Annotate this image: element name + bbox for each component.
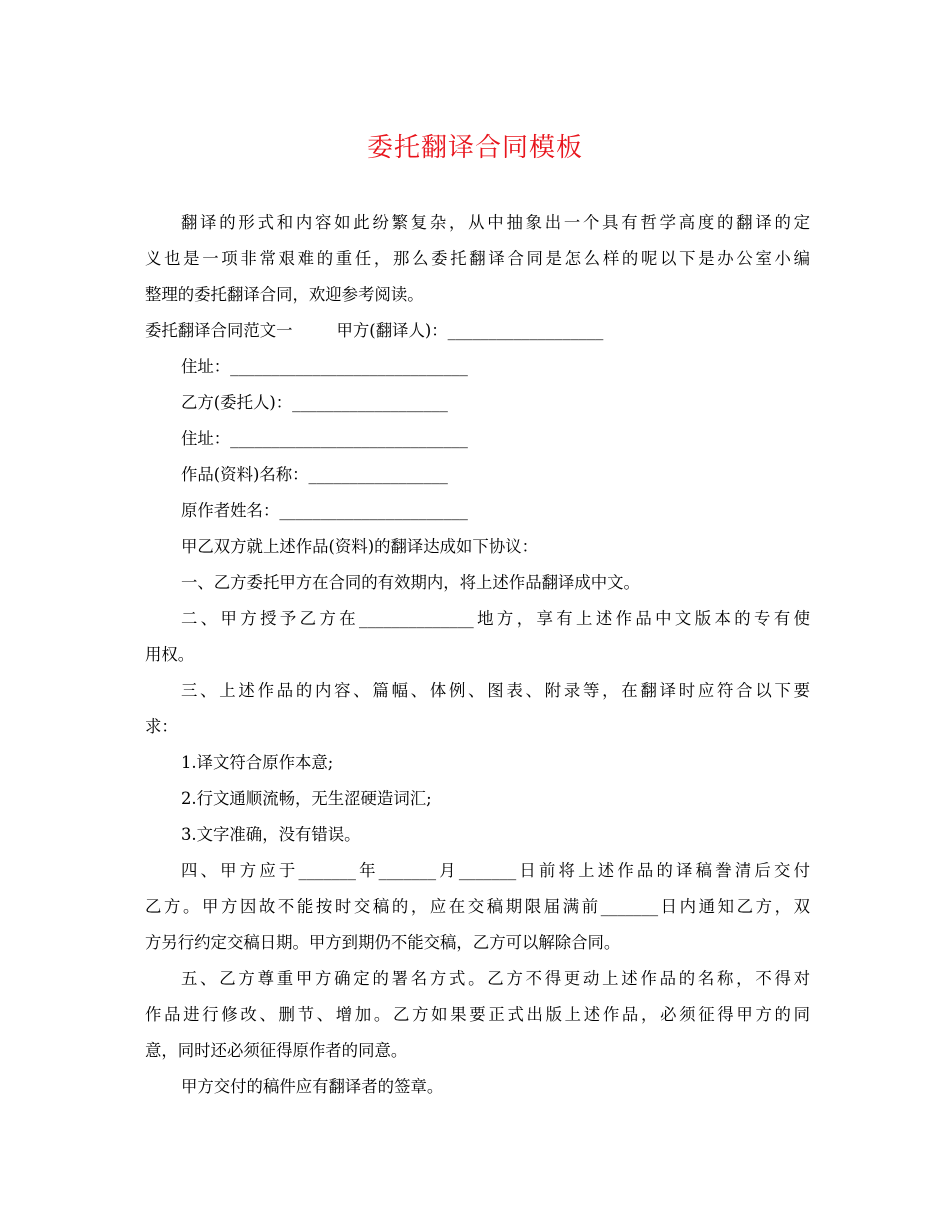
intro-line-2: 义也是一项非常艰难的重任，那么委托翻译合同是怎么样的呢以下是办公室小编 (145, 249, 810, 268)
clause-5-line-3: 意，同时还必须征得原作者的同意。 (145, 1041, 408, 1060)
clause-2-line-1: 二、甲方授予乙方在______________地方，享有上述作品中文版本的专有使 (181, 609, 810, 628)
agreement-intro: 甲乙双方就上述作品(资料)的翻译达成如下协议： (181, 537, 538, 556)
document-title: 委托翻译合同模板 (366, 133, 583, 163)
work-name-field: 作品(资料)名称：_________________ (181, 465, 448, 484)
clause-4-line-3: 方另行约定交稿日期。甲方到期仍不能交稿，乙方可以解除合同。 (145, 933, 621, 952)
clause-1: 一、乙方委托甲方在合同的有效期内，将上述作品翻译成中文。 (181, 573, 640, 592)
clause-4-line-2: 乙方。甲方因故不能按时交稿的，应在交稿期限届满前_______日内通知乙方，双 (145, 897, 810, 916)
party-a-field: 甲方(翻译人)：___________________ (336, 321, 604, 340)
intro-line-1: 翻译的形式和内容如此纷繁复杂，从中抽象出一个具有哲学高度的翻译的定 (181, 213, 810, 232)
clause-4-line-1: 四、甲方应于_______年_______月_______日前将上述作品的译稿誊清后交付 (181, 861, 810, 880)
clause-3-line-2: 求： (145, 717, 178, 736)
address-2-field: 住址：_____________________________ (181, 429, 468, 448)
document-body (145, 205, 810, 1105)
sample-heading-row (145, 313, 810, 349)
clause-2-line-2: 用权。 (145, 645, 195, 664)
party-b-field: 乙方(委托人)：___________________ (181, 393, 448, 412)
requirement-item: 3.文字准确，没有错误。 (181, 825, 361, 844)
clause-5-line-1: 五、乙方尊重甲方确定的署名方式。乙方不得更动上述作品的名称，不得对 (181, 969, 810, 988)
address-1-field: 住址：_____________________________ (181, 357, 468, 376)
signature-clause: 甲方交付的稿件应有翻译者的签章。 (181, 1077, 444, 1096)
clause-3-line-1: 三、上述作品的内容、篇幅、体例、图表、附录等，在翻译时应符合以下要 (181, 681, 810, 700)
original-author-field: 原作者姓名：_______________________ (181, 501, 468, 520)
requirement-item: 1.译文符合原作本意; (181, 753, 334, 772)
intro-line-3: 整理的委托翻译合同，欢迎参考阅读。 (145, 285, 424, 304)
requirement-item: 2.行文通顺流畅，无生涩硬造词汇; (181, 789, 432, 808)
clause-5-line-2: 作品进行修改、删节、增加。乙方如果要正式出版上述作品，必须征得甲方的同 (145, 1005, 810, 1024)
sample-heading: 委托翻译合同范文一 (145, 321, 293, 340)
